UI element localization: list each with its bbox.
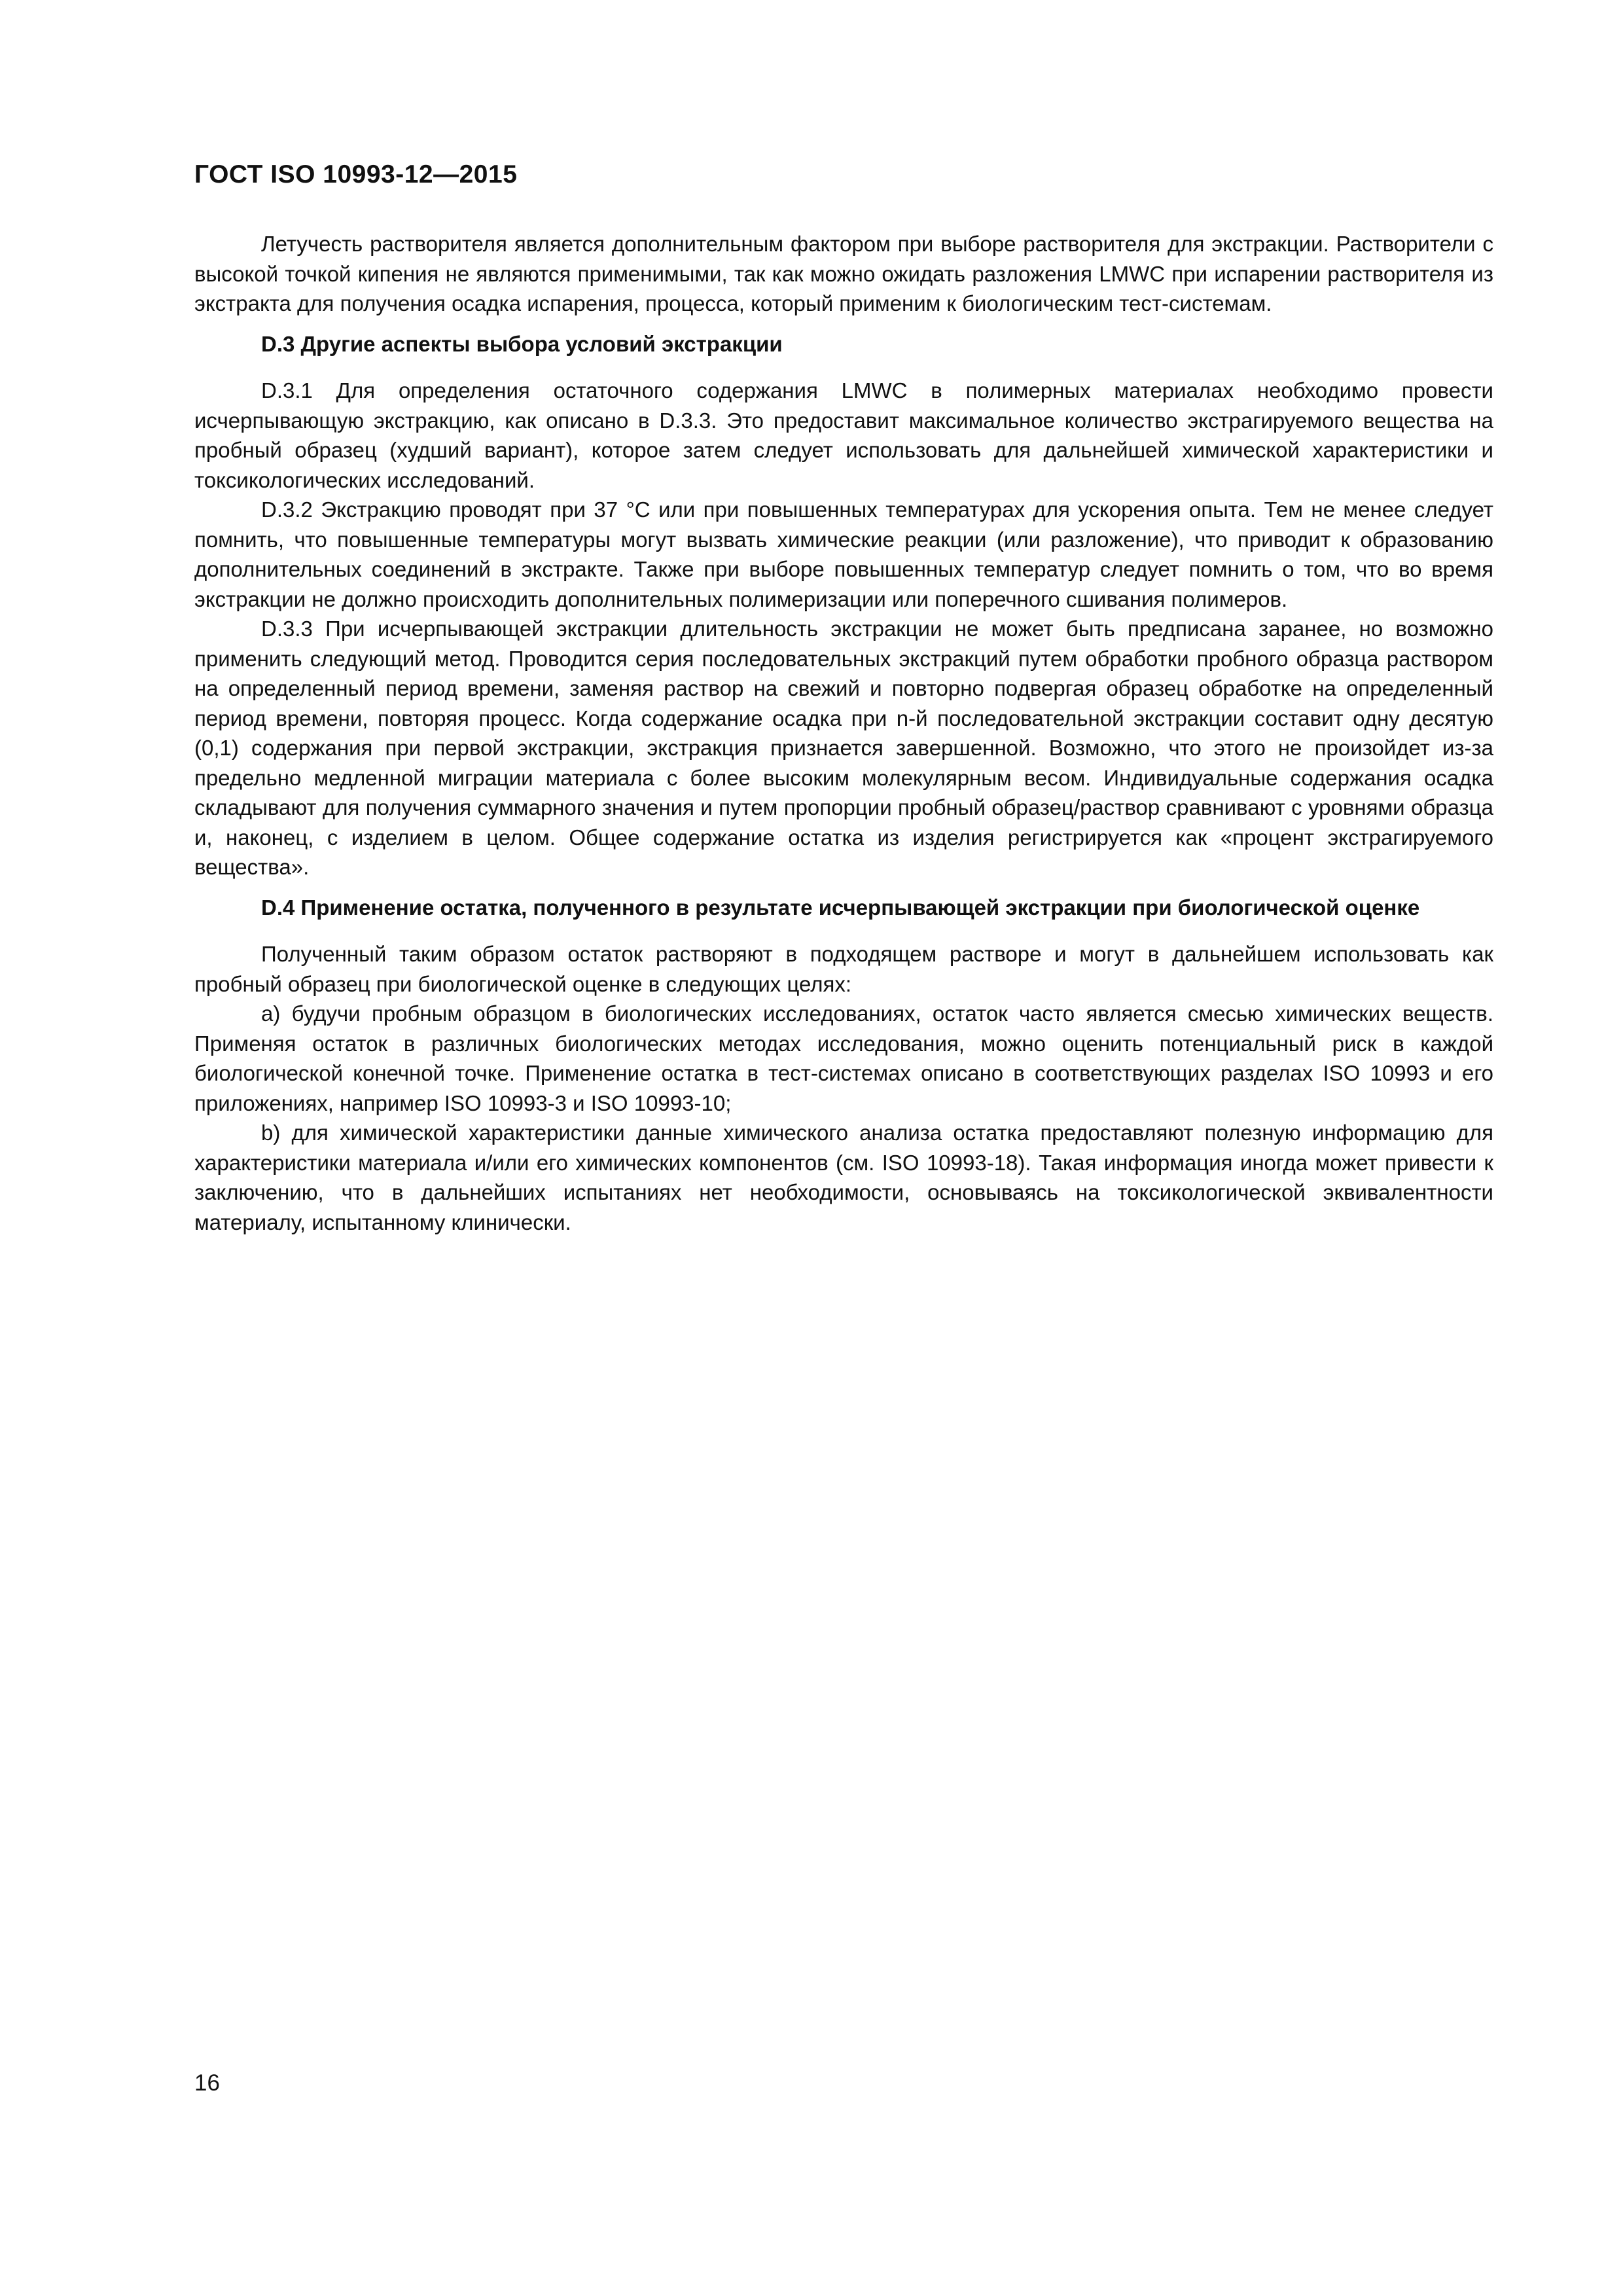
- intro-paragraph: Летучесть растворителя является дополнительным фактором при выборе растворителя для экстракции. Растворители с высокой точкой кипения не являются применимыми, так как можно ожидать разложения LMWC при испарении растворителя из экстракта для получения осадка испарения, процесса, который применим к биологическим тест-системам.: [194, 232, 1493, 315]
- paragraph-d4-intro: Полученный таким образом остаток растворяют в подходящем растворе и могут в дальнейшем использовать как пробный образец при биологической оценке в следующих целях:: [194, 942, 1493, 996]
- paragraph-d31: D.3.1 Для определения остаточного содержания LMWC в полимерных материалах необходимо провести исчерпывающую экстракцию, как описано в D.3.3. Это предоставит максимальное количество экстрагируемого вещества на пробный образец (худший вариант), которое затем следует использовать для дальнейшей химической характеристики и токсикологических исследований.: [194, 378, 1493, 492]
- paragraph-d32: D.3.2 Экстракцию проводят при 37 °С или при повышенных температурах для ускорения опыта. Тем не менее следует помнить, что повышенные температуры могут вызвать химические реакции (или разложение), что приводит к образованию дополнительных соединений в экстракте. Также при выборе повышенных температур следует помнить о том, что во время экстракции не должно происходить дополнительных полимеризации или поперечного сшивания полимеров.: [194, 497, 1493, 611]
- document-body: [194, 229, 1493, 1237]
- list-item-b: b) для химической характеристики данные химического анализа остатка предоставляют полезную информацию для характеристики материала и/или его химических компонентов (см. ISO 10993-18). Такая информация иногда может привести к заключению, что в дальнейших испытаниях нет необходимости, основываясь на токсикологической эквивалентности материалу, испытанному клинически.: [194, 1121, 1493, 1234]
- page-number: 16: [194, 2070, 220, 2096]
- list-item-a: a) будучи пробным образцом в биологических исследованиях, остаток часто является смесью химических веществ. Применяя остаток в различных биологических методах исследования, можно оценить потенциальный риск в каждой биологической конечной точке. Применение остатка в тест-системах описано в соответствующих разделах ISO 10993 и его приложениях, например ISO 10993-3 и ISO 10993-10;: [194, 1001, 1493, 1115]
- document-header: ГОСТ ISO 10993-12—2015: [194, 160, 518, 188]
- section-heading-d3: D.3 Другие аспекты выбора условий экстракции: [261, 331, 783, 356]
- paragraph-d33: D.3.3 При исчерпывающей экстракции длительность экстракции не может быть предписана заранее, но возможно применить следующий метод. Проводится серия последовательных экстракций путем обработки пробного образца раствором на определенный период времени, заменяя раствор на свежий и повторно подвергая образец обработке на определенный период времени, повторяя процесс. Когда содержание осадка при n-й последовательной экстракции составит одну десятую (0,1) содержания при первой экстракции, экстракция признается завершенной. Возможно, что этого не произойдет из-за предельно медленной миграции материала с более высоким молекулярным весом. Индивидуальные содержания осадка складывают для получения суммарного значения и путем пропорции пробный образец/раствор сравнивают с уровнями образца и, наконец, с изделием в целом. Общее содержание остатка из изделия регистрируется как «процент экстрагируемого вещества».: [194, 617, 1493, 879]
- section-heading-d4: D.4 Применение остатка, полученного в результате исчерпывающей экстракции при биологической оценке: [261, 895, 1420, 920]
